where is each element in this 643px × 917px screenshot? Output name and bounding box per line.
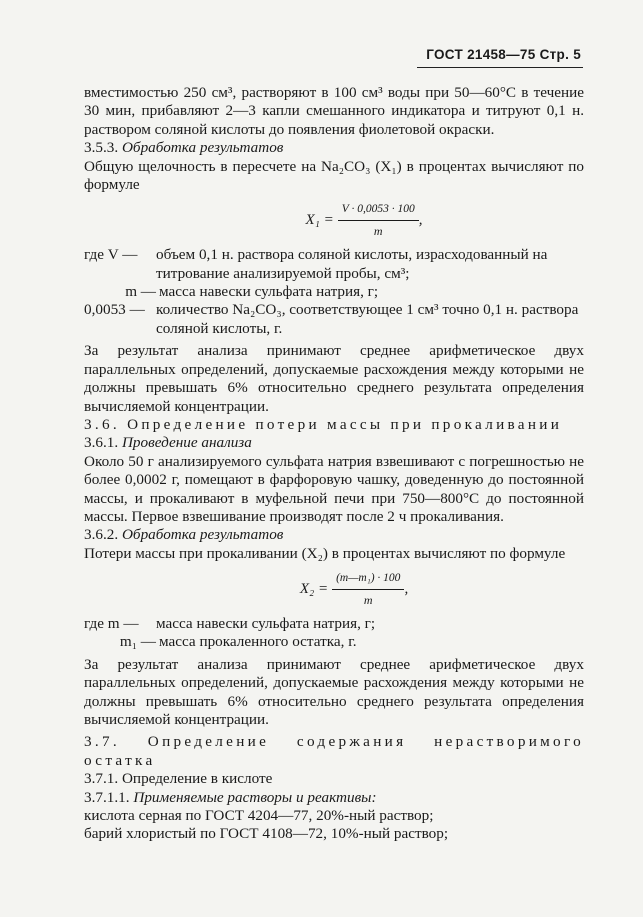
formula-denominator: m: [373, 223, 383, 238]
formula-lhs: X₂ =: [299, 580, 329, 597]
reagent-item: барий хлористый по ГОСТ 4108—72, 10%-ный раствор;: [84, 825, 449, 843]
section-number: 3.5.3.: [84, 139, 119, 157]
paragraph-analysis: Около 50 г анализируемого сульфата натрия взвешивают с погрешностью не более 0,0002 г, помещают в фарфоровую чашку, доведенную до постоянной массы, и прокаливают в муфельной печи при 750—800°С до постоянной массы. Первое взвешивание производят после 2 ч прокаливания.: [84, 452, 584, 525]
formula-fraction: [332, 569, 404, 609]
formula-x1: [144, 200, 584, 240]
header-rule: [417, 67, 583, 68]
section-3-7-1-1-heading: [84, 789, 584, 807]
formula-denominator: m: [363, 592, 373, 607]
body-text: [84, 84, 584, 844]
reagent-item: кислота серная по ГОСТ 4204—77, 20%-ный раствор;: [84, 807, 434, 825]
paragraph-intro: вместимостью 250 см³, растворяют в 100 см³ воды при 50—60°С в течение 30 мин, прибавляют 2—3 капли смешанного индикатора и титруют 0,1 н. раствором соляной кислоты до появления фиолетовой окраски.: [84, 84, 584, 138]
paragraph-alkalinity: Общую щелочность в пересчете на Na₂CO₃ (X₁) в процентах вычисляют по формуле: [84, 157, 584, 194]
section-number: 3.6.2.: [84, 526, 119, 544]
definition-term: m —: [125, 283, 156, 301]
formula-tail: ,: [404, 580, 409, 597]
section-title: Обработка результатов: [121, 526, 284, 544]
section-3-5-3-heading: [84, 139, 584, 157]
formula-numerator: V · 0,0053 · 100: [338, 200, 419, 220]
paragraph-result-2: За результат анализа принимают среднее арифметическое двух параллельных определений, допускаемые расхождения между которыми не должны превышать 6% относительно среднего результата определения вычисляемой концентрации.: [84, 655, 584, 728]
section-3-7-heading: 3.7. Определение содержания нерастворимого остатка: [84, 733, 584, 769]
section-number: 3.7.1.1.: [84, 788, 130, 806]
section-number: 3.6.1.: [84, 434, 119, 452]
definition-m: [84, 283, 584, 301]
section-3-6-1-heading: [84, 434, 584, 452]
definition-text: количество Na₂CO₃, соответствующее 1 см³ точно 0,1 н. раствора соляной кислоты, г.: [156, 301, 579, 337]
definition-v: [84, 246, 584, 283]
formula-x2: [124, 569, 584, 609]
running-head: ГОСТ 21458—75 Стр. 5: [426, 47, 581, 62]
formula-fraction: [338, 200, 419, 240]
definition-term: где m —: [84, 614, 139, 632]
formula-numerator: (m—m₁) · 100: [332, 569, 404, 589]
definition-text: масса навески сульфата натрия, г;: [156, 614, 376, 632]
definition-text: объем 0,1 н. раствора соляной кислоты, израсходованный на титрование анализируемой пробы, см³;: [156, 246, 548, 282]
section-title: Применяемые растворы и реактивы:: [133, 788, 377, 806]
section-3-6-heading: 3.6. Определение потери массы при прокаливании: [84, 415, 563, 433]
definition-text: масса прокаленного остатка, г.: [159, 633, 357, 651]
section-3-7-1-heading: 3.7.1. Определение в кислоте: [84, 770, 273, 788]
paragraph-loss: Потери массы при прокаливании (X₂) в процентах вычисляют по формуле: [84, 544, 566, 562]
definition-term: где V —: [84, 246, 138, 264]
paragraph-result-1: За результат анализа принимают среднее арифметическое двух параллельных определений, допускаемые расхождения между которыми не должны превышать 6% относительно среднего результата определения вычисляемой концентрации.: [84, 342, 584, 415]
definition-m1: [84, 633, 584, 651]
section-3-6-2-heading: [84, 526, 584, 544]
definition-constant: [84, 301, 584, 338]
definition-m: [84, 615, 584, 633]
definition-text: масса навески сульфата натрия, г;: [159, 283, 379, 301]
formula-tail: ,: [418, 212, 423, 229]
formula-lhs: X₁ =: [305, 212, 334, 229]
section-title: Обработка результатов: [121, 139, 284, 157]
definition-term: m₁ —: [119, 633, 156, 651]
definition-term: 0,0053 —: [84, 301, 145, 319]
section-title: Проведение анализа: [121, 434, 252, 452]
